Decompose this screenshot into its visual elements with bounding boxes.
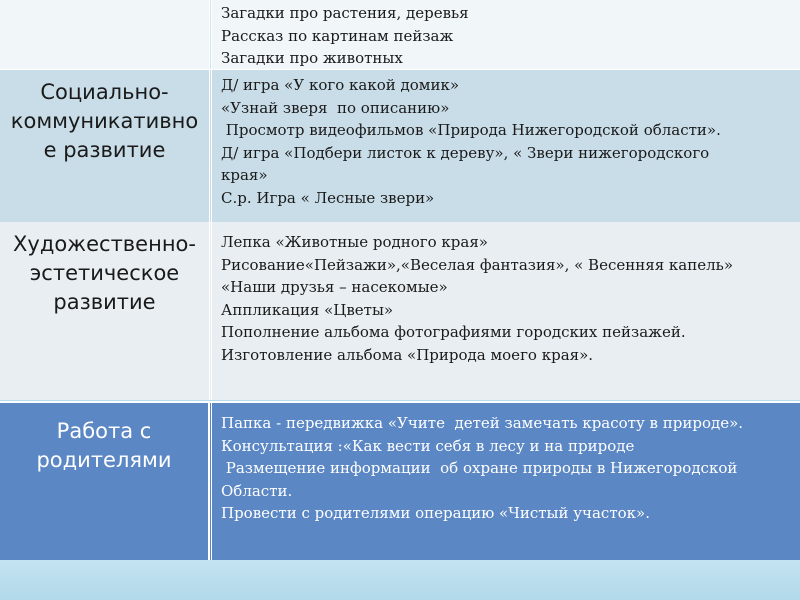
- activity-line: С.р. Игра « Лесные звери»: [221, 188, 435, 207]
- activity-line: Загадки про животных: [221, 49, 403, 67]
- activity-line: Просмотр видеофильмов «Природа Нижегородской области».: [221, 121, 721, 139]
- row-activities-cell: [211, 0, 800, 69]
- row-category-label: Художественно- эстетическое развитие: [13, 232, 196, 314]
- activity-line: Изготовление альбома «Природа моего края».: [221, 345, 594, 364]
- activity-line: Рассказ по картинам пейзаж: [221, 26, 454, 45]
- table-row: [0, 222, 800, 400]
- activity-line: Провести с родителями операцию «Чистый участок».: [221, 504, 650, 522]
- activity-line: Папка - передвижка «Учите детей замечать красоту в природе».: [221, 414, 744, 432]
- activity-line: Д/ игра «Подбери листок к дереву», « Звери нижегородского: [221, 143, 710, 162]
- activity-line: «Узнай зверя по описанию»: [221, 98, 450, 117]
- row-category-label: Социально- коммуникативно е развитие: [10, 80, 199, 162]
- activity-line: Лепка «Животные родного края»: [221, 233, 488, 251]
- row-category-cell: [0, 70, 210, 222]
- activity-line: Размещение информации об охране природы в Нижегородской: [221, 459, 738, 477]
- activity-line: Д/ игра «У кого какой домик»: [221, 76, 460, 94]
- table-row: [0, 0, 800, 69]
- row-category-cell: [0, 403, 210, 560]
- activity-line: Аппликация «Цветы»: [221, 300, 394, 319]
- table-row: [0, 69, 800, 223]
- row-activities-cell: [211, 222, 800, 400]
- activity-line: Рисование«Пейзажи»,«Веселая фантазия», « Весенняя капель»: [221, 255, 733, 274]
- row-category-label: [0, 0, 209, 8]
- row-activities-cell: [211, 403, 800, 560]
- activity-line: «Наши друзья – насекомые»: [221, 278, 448, 296]
- activity-line: Консультация :«Как вести себя в лесу и на природе: [221, 436, 635, 455]
- activity-line: края»: [221, 166, 268, 184]
- row-activities-cell: [211, 70, 800, 222]
- slide-background-strip: [0, 560, 800, 600]
- activity-line: Загадки про растения, деревья: [221, 4, 469, 22]
- row-category-cell: [0, 0, 210, 69]
- table-row-parents: [0, 401, 800, 560]
- row-category-label: Работа с родителями: [36, 419, 172, 472]
- activity-line: Области.: [221, 481, 293, 500]
- row-category-cell: [0, 222, 210, 400]
- activity-line: Пополнение альбома фотографиями городских пейзажей.: [221, 323, 686, 341]
